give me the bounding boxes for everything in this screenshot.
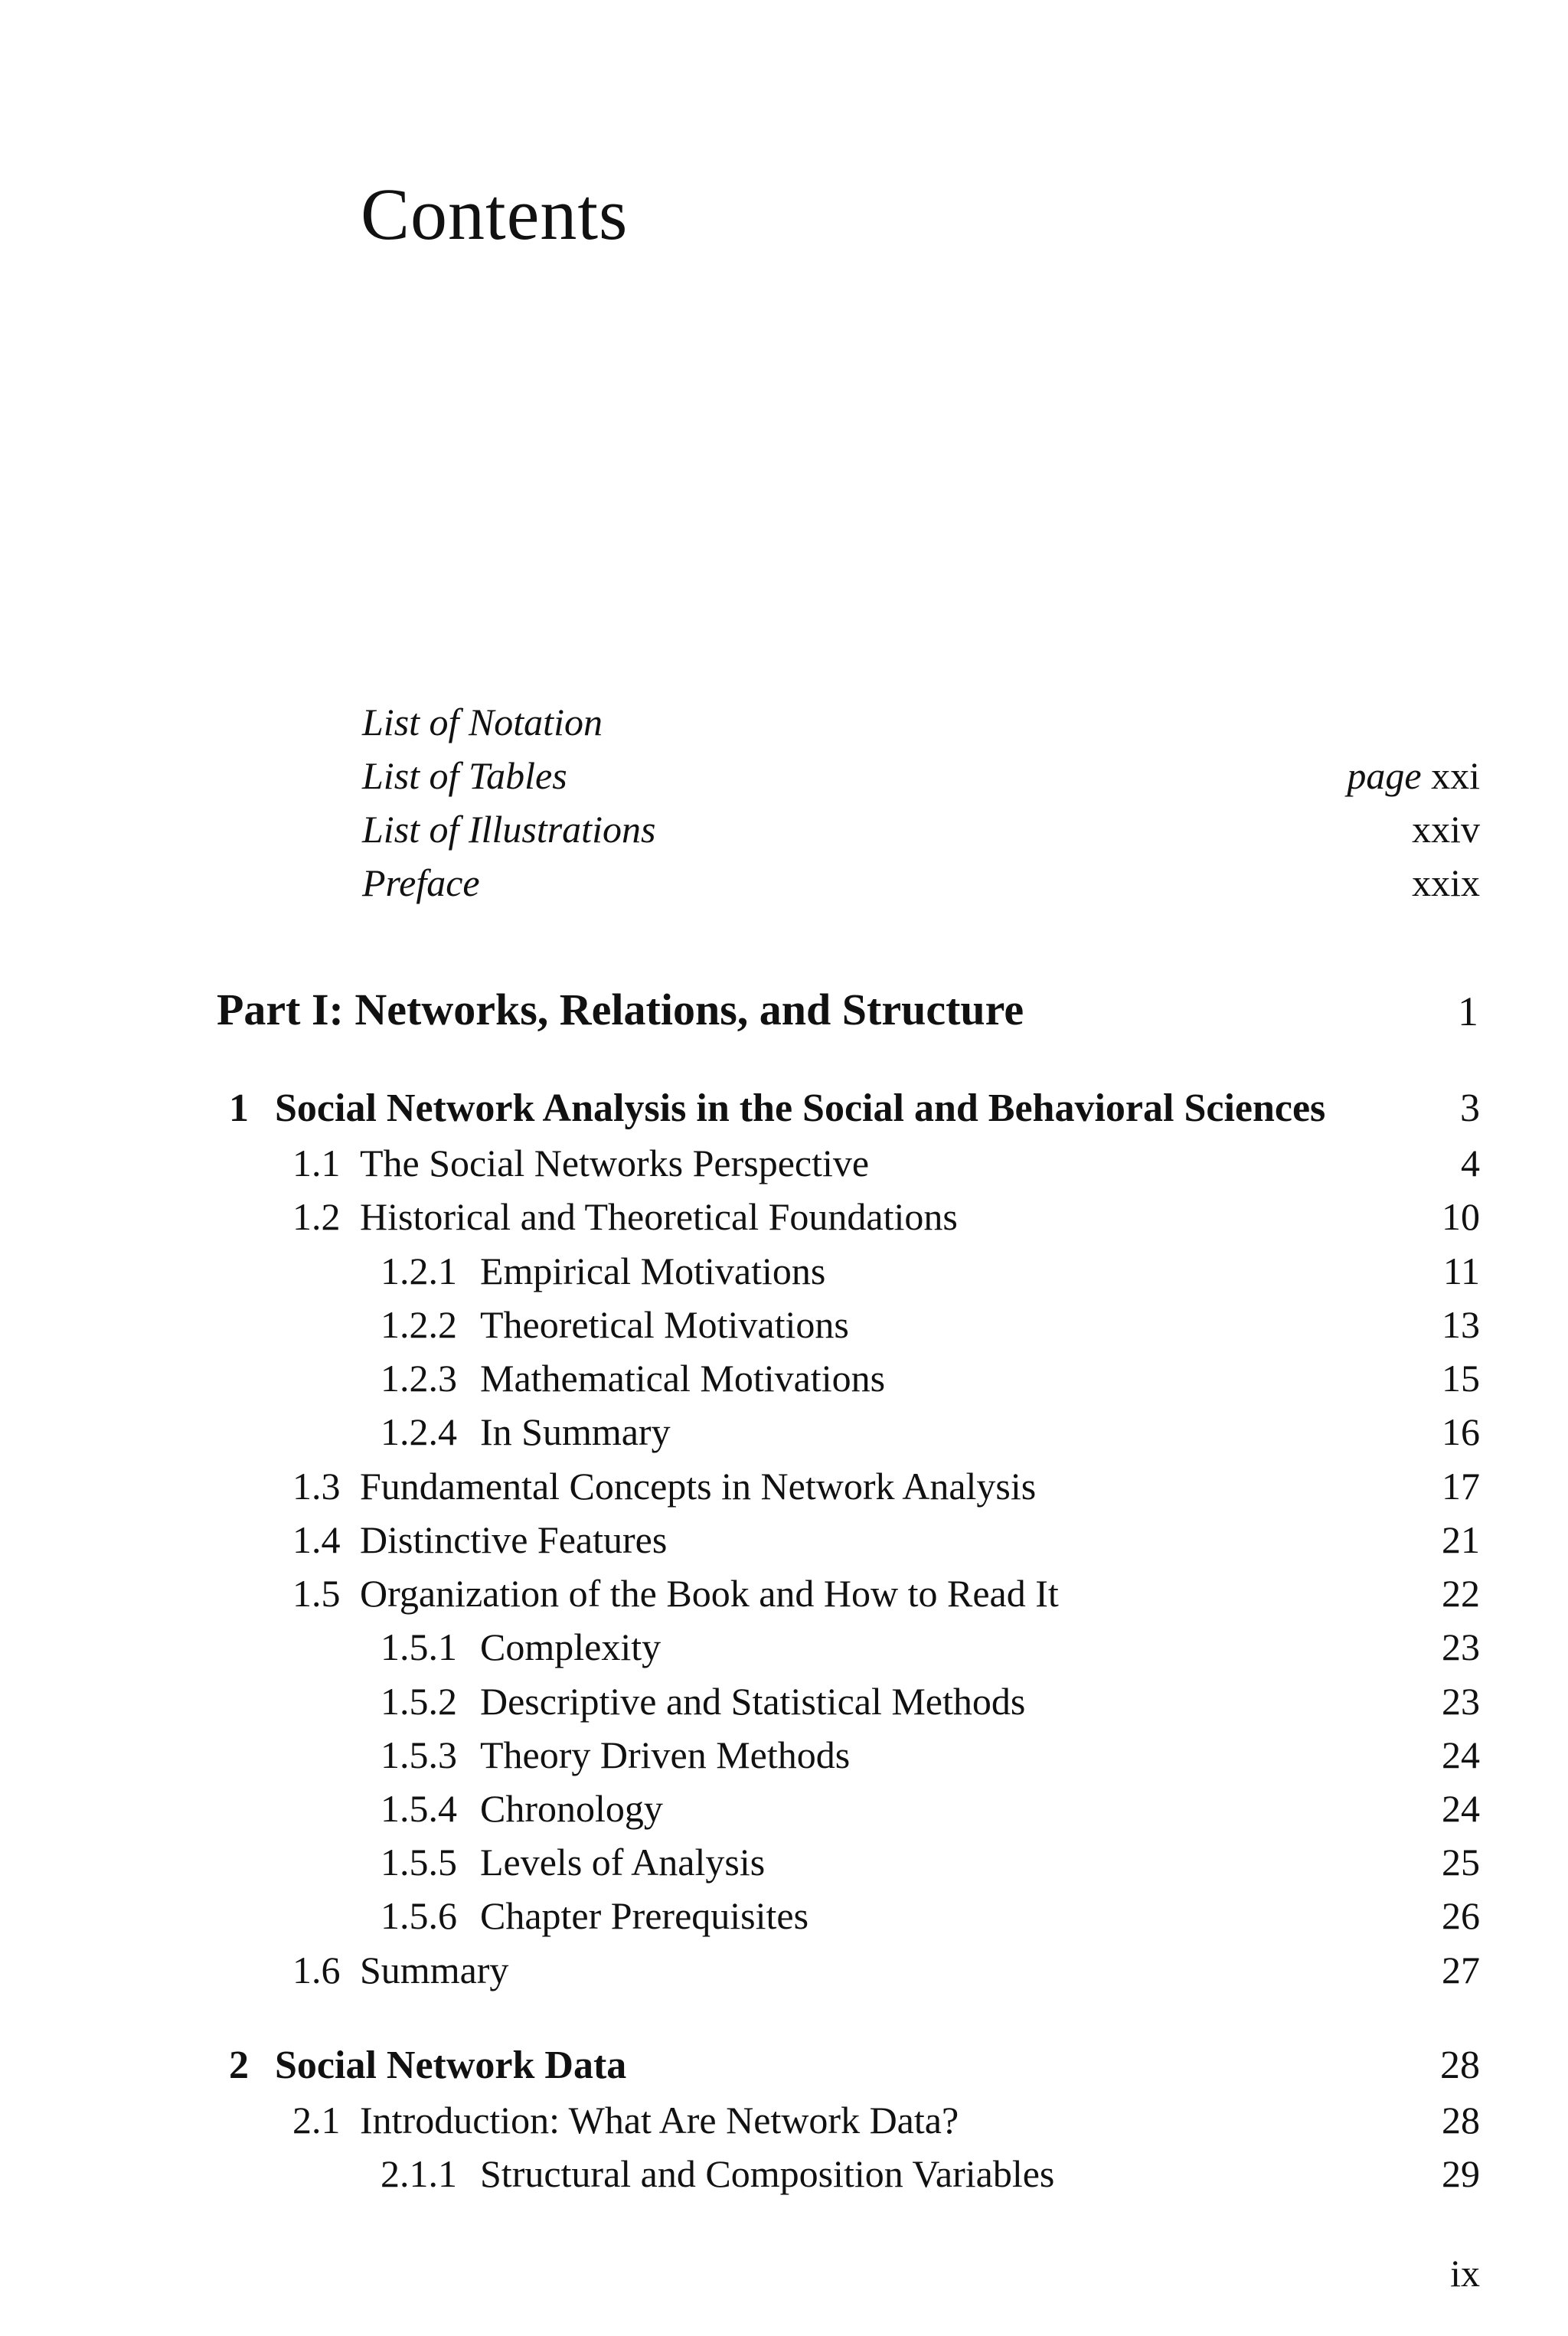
toc-subsection-entry	[0, 1241, 1568, 1290]
subsection-title: In Summary	[480, 1410, 671, 1453]
subsection-title: Theory Driven Methods	[480, 1733, 851, 1776]
section-number: 1.4	[292, 1518, 341, 1561]
toc-subsection-entry	[0, 2144, 1568, 2193]
subsection-title: Chronology	[480, 1787, 663, 1830]
chapter-page: 3	[1460, 1086, 1480, 1130]
toc-entry-title: Preface	[362, 861, 480, 904]
toc-front-matter-entry	[0, 853, 1568, 902]
section-title: Distinctive Features	[360, 1518, 668, 1561]
toc-entry-title: List of Illustrations	[362, 808, 656, 851]
subsection-title: Chapter Prerequisites	[480, 1894, 809, 1937]
toc-section-entry	[0, 1187, 1568, 1236]
subsection-number: 1.2.4	[381, 1410, 457, 1453]
toc-section-entry	[0, 1940, 1568, 1989]
subsection-page: 11	[1442, 1250, 1480, 1292]
toc-entry-page: page xxi	[1347, 754, 1480, 797]
toc-subsection-entry	[0, 1886, 1568, 1935]
toc-entry-title: List of Tables	[362, 754, 567, 797]
toc-front-matter-entry	[0, 692, 1568, 741]
subsection-title: Mathematical Motivations	[480, 1357, 886, 1400]
section-title: Introduction: What Are Network Data?	[360, 2099, 959, 2142]
subsection-page: 24	[1442, 1733, 1480, 1776]
chapter-title: Social Network Data	[275, 2044, 627, 2087]
subsection-title: Levels of Analysis	[480, 1841, 766, 1884]
subsection-page: 16	[1442, 1410, 1480, 1453]
toc-front-matter-entry	[0, 799, 1568, 851]
subsection-number: 1.5.3	[381, 1733, 457, 1776]
subsection-title: Structural and Composition Variables	[480, 2152, 1055, 2195]
section-page: 10	[1442, 1195, 1480, 1238]
subsection-title: Theoretical Motivations	[480, 1303, 849, 1346]
chapter-number: 2	[229, 2044, 249, 2087]
subsection-page: 25	[1442, 1841, 1480, 1884]
subsection-title: Empirical Motivations	[480, 1250, 826, 1292]
page-folio: ix	[1450, 2252, 1480, 2295]
toc-subsection-entry	[0, 1348, 1568, 1400]
subsection-page: 24	[1442, 1787, 1480, 1830]
toc-subsection-entry	[0, 1671, 1568, 1723]
subsection-number: 2.1.1	[381, 2152, 457, 2195]
chapter-page: 28	[1440, 2044, 1480, 2087]
part-title: Part I: Networks, Relations, and Structure	[217, 985, 1024, 1034]
section-title: Organization of the Book and How to Read It	[360, 1572, 1059, 1615]
toc-section-entry	[0, 1563, 1568, 1615]
toc-chapter-entry	[0, 2037, 1568, 2086]
subsection-number: 1.2.2	[381, 1303, 457, 1346]
toc-section-entry	[0, 2090, 1568, 2142]
subsection-title: Descriptive and Statistical Methods	[480, 1680, 1026, 1723]
subsection-page: 23	[1442, 1625, 1480, 1668]
toc-subsection-entry	[0, 1779, 1568, 1828]
subsection-title: Complexity	[480, 1625, 662, 1668]
page-title: Contents	[361, 173, 629, 255]
subsection-number: 1.2.3	[381, 1357, 457, 1400]
toc-chapter-entry	[0, 1080, 1568, 1129]
toc-subsection-entry	[0, 1295, 1568, 1344]
toc-part-heading	[0, 983, 1568, 1032]
toc-section-entry	[0, 1133, 1568, 1182]
subsection-page: 23	[1442, 1680, 1480, 1723]
subsection-number: 1.5.1	[381, 1625, 457, 1668]
subsection-number: 1.2.1	[381, 1250, 457, 1292]
section-page: 4	[1461, 1142, 1480, 1184]
section-number: 2.1	[292, 2099, 341, 2142]
toc-subsection-entry	[0, 1832, 1568, 1884]
chapter-title: Social Network Analysis in the Social and Behavioral Sciences	[275, 1086, 1326, 1130]
section-number: 1.1	[292, 1142, 341, 1184]
part-page: 1	[1458, 988, 1478, 1034]
section-page: 22	[1442, 1572, 1480, 1615]
subsection-number: 1.5.5	[381, 1841, 457, 1884]
toc-subsection-entry	[0, 1617, 1568, 1666]
toc-subsection-entry	[0, 1402, 1568, 1451]
toc-subsection-entry	[0, 1725, 1568, 1774]
section-page: 27	[1442, 1949, 1480, 1991]
section-title: Summary	[360, 1949, 509, 1991]
subsection-page: 13	[1442, 1303, 1480, 1346]
toc-section-entry	[0, 1456, 1568, 1508]
subsection-page: 26	[1442, 1894, 1480, 1937]
section-number: 1.6	[292, 1949, 341, 1991]
subsection-page: 29	[1442, 2152, 1480, 2195]
subsection-number: 1.5.4	[381, 1787, 457, 1830]
toc-section-entry	[0, 1510, 1568, 1559]
section-page: 28	[1442, 2099, 1480, 2142]
chapter-number: 1	[229, 1086, 249, 1130]
section-title: Fundamental Concepts in Network Analysis	[360, 1465, 1037, 1508]
toc-entry-page: xxix	[1412, 861, 1480, 904]
section-title: Historical and Theoretical Foundations	[360, 1195, 958, 1238]
section-number: 1.5	[292, 1572, 341, 1615]
subsection-page: 15	[1442, 1357, 1480, 1400]
toc-front-matter-entry	[0, 746, 1568, 795]
section-number: 1.2	[292, 1195, 341, 1238]
section-page: 17	[1442, 1465, 1480, 1508]
section-title: The Social Networks Perspective	[360, 1142, 870, 1184]
subsection-number: 1.5.6	[381, 1894, 457, 1937]
toc-entry-page: xxiv	[1412, 808, 1480, 851]
subsection-number: 1.5.2	[381, 1680, 457, 1723]
section-page: 21	[1442, 1518, 1480, 1561]
toc-entry-title: List of Notation	[362, 701, 603, 743]
section-number: 1.3	[292, 1465, 341, 1508]
